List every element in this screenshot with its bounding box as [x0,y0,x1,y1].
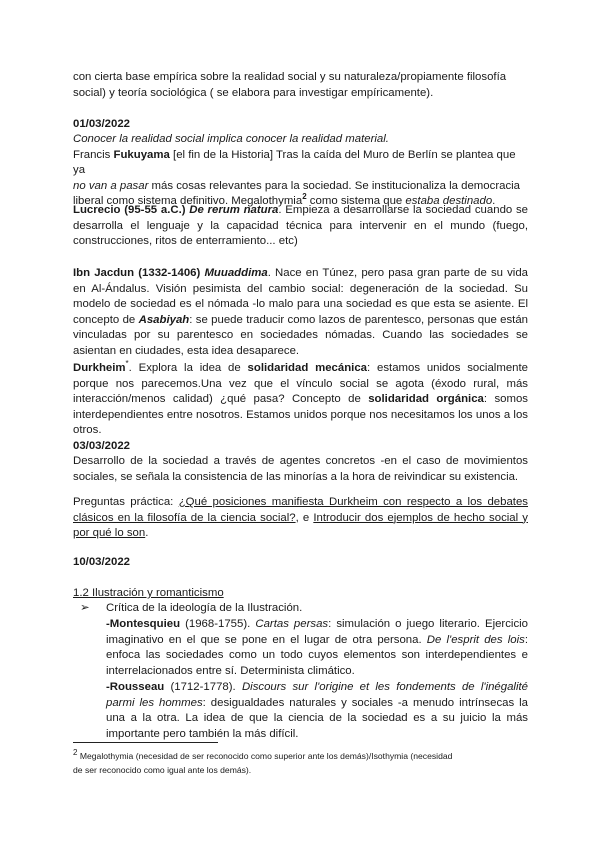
text-span: Francis [73,148,114,161]
emphasis-text: no van a pasar [73,179,149,192]
question-link-1[interactable]: ¿Qué posiciones manifiesta Durkheim con respecto a los debates clásicos en la filosofía de la ciencia social? [73,496,529,524]
work-title: De l'esprit des lois [426,633,525,646]
asterisk-mark: * [125,359,129,369]
footnote-number: 2 [73,748,78,758]
author-montesquieu: -Montesquieu [106,618,181,630]
work-title: Discours sur l'origine et les fondements de l'inégalité parmi les hommes [106,681,528,709]
author-ibn-jacdun: Ibn Jacdun (1332-1406) [73,267,205,279]
text-span: . Nace en Túnez, pero pasa gran parte de su vida en Al-Ándalus. Visión pesimista del cambio social: degeneración de la sociedad. Su modelo de sociedad es el nómada -lo malo para una sociedad es que esta se asiente. El concepto de [73,267,529,326]
intro-line-1: con cierta base empírica sobre la realidad social y su naturaleza/propiamente filosofía [73,71,507,83]
section-1-paragraph [73,132,528,210]
text-span: : desigualdades naturales y sociales -a menudo intrínsecas la una a la otra. La idea de que la ciencia de la sociedad es a su juicio la más importante pero también la más difícil. [106,696,528,740]
date-heading-1: 01/03/2022 [73,118,131,130]
durkheim-paragraph [73,361,528,439]
text-span: Preguntas práctica: [73,496,179,508]
concept-term: solidaridad mecánica [247,362,368,374]
practice-questions [73,495,528,542]
footnote-divider [73,742,218,743]
text-span: (1968-1755). [180,618,256,630]
work-title: Cartas persas [255,618,329,630]
author-rousseau: -Rousseau [106,681,165,693]
text-span: como sistema que [306,195,406,208]
lucrecio-paragraph [73,203,528,250]
montesquieu-paragraph [106,617,528,679]
section-1-subtitle: Conocer la realidad social implica conocer la realidad material. [73,133,389,145]
author-lucrecio: Lucrecio (95-55 a.C.) [73,204,190,216]
text-span: liberal como sistema definitivo. Megalothymia [73,195,303,208]
text-span: : somos interdependientes entre nosotros. Estamos unidos porque nos necesitamos los unos a los otros. [73,393,528,437]
text-span: [el fin de la Historia] Tras la caída del Muro de Berlín se plantea que ya [73,148,516,177]
work-title: De rerum natura [189,204,279,216]
text-span: : se puede traducir como lazos de parentesco, personas que están vinculadas por su parentesco en sociedades nómadas. Cuando las sociedades se asientan en ciudades, esta idea desaparece. [73,313,528,357]
text-span: más cosas relevantes para la sociedad. Se institucionaliza la democracia [148,179,521,192]
question-link-2[interactable]: Introducir dos ejemplos de hecho social y por qué lo son [73,511,528,540]
section-heading: 1.2 Ilustración y romanticismo [73,587,224,599]
ibn-paragraph [73,266,528,360]
work-title: Muuaddima [204,267,268,279]
rousseau-paragraph [106,680,528,742]
text-span: , e [295,511,314,524]
text-span: . Explora la idea de [128,362,248,374]
text-span: . [492,195,496,208]
bullet-item: Crítica de la ideología de la Ilustración. [106,602,303,614]
text-span: . [145,527,149,540]
footnote-line-2: de ser reconocido como igual ante los demás). [73,764,252,775]
text-span: : enfoca las sociedades como un todo cuyos elementos son interdependientes e interrelacionados entre sí. Determinista climático. [106,633,528,677]
text-span: Megalothymia (necesidad de ser reconocido como superior ante los demás)/Isothymia (necesidad [77,751,453,761]
section-2-paragraph: Desarrollo de la sociedad a través de agentes concretos -en el caso de movimientos sociales, se señala la consistencia de las minorías a la hora de reivindicar su existencia. [73,455,528,483]
text-span: . Empieza a desarrollarse la sociedad cuando se desarrolla el lenguaje y la capacidad técnica para intervenir en el mundo (fuego, construcciones, ritos de enterramiento... etc) [73,204,528,248]
text-span: : simulación o juego literario. Ejercicio imaginativo en el que se pone en el lugar de otra persona. [106,618,529,646]
footnote [73,750,528,777]
intro-paragraph [73,70,528,101]
author-durkheim: Durkheim [73,362,126,374]
text-span: (1712-1778). [164,681,242,693]
concept-term: solidaridad orgánica [368,393,484,406]
footnote-ref[interactable]: 2 [302,192,307,202]
concept-term: Asabiyah [138,313,190,326]
arrow-bullet-icon: ➢ [80,602,90,614]
author-fukuyama: Fukuyama [113,148,170,161]
text-span: : estamos unidos socialmente porque nos parecemos.Una vez que el vínculo social se agota (éxodo rural, más interacción/menos calidad) ¿qué pasa? Concepto de [73,362,528,406]
date-heading-2: 03/03/2022 [73,440,131,452]
emphasis-text: estaba destinado [405,195,493,208]
date-heading-3: 10/03/2022 [73,556,131,568]
intro-line-2: social) y teoría sociológica ( se elabora para investigar empíricamente). [73,86,434,99]
